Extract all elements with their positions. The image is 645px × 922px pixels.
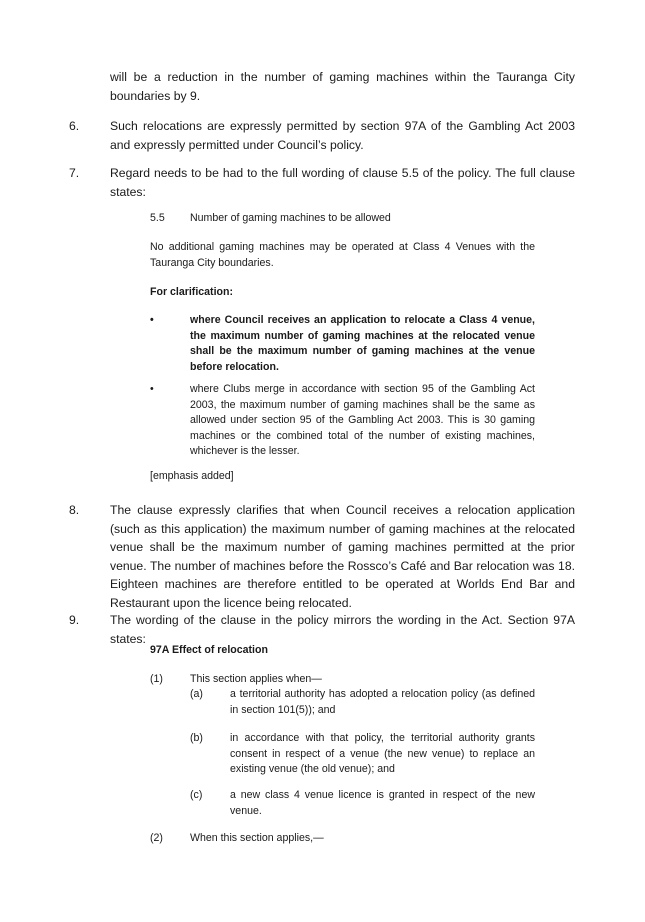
item-b-text: in accordance with that policy, the territorial authority grants consent in respect of a venue (the new venue) to replace an existing venue (the old venue); and <box>230 732 535 775</box>
item-a-number: (a) <box>190 688 203 700</box>
subsection-2-number: (2) <box>150 832 163 844</box>
paragraph-continuation: will be a reduction in the number of gaming machines within the Tauranga City boundaries by 9. <box>110 70 575 103</box>
item-b-number: (b) <box>190 732 203 744</box>
bullet-1-marker: • <box>150 314 154 326</box>
paragraph-9-number: 9. <box>69 613 80 627</box>
paragraph-9-text: The wording of the clause in the policy mirrors the wording in the Act. Section 97A states: <box>110 613 575 646</box>
clarification-heading: For clarification: <box>150 286 233 298</box>
paragraph-6-number: 6. <box>69 119 80 133</box>
paragraph-8-text: The clause expressly clarifies that when Council receives a relocation application (such as this application) the maximum number of gaming machines at the relocated venue shall be the maximum number of gaming machines permitted at the prior venue. The number of machines before the Rossco’s Café and Bar relocation was 18. Eighteen machines are therefore entitled to be operated at Worlds End Bar and Restaurant upon the licence being relocated. <box>110 503 575 610</box>
clause-intro: No additional gaming machines may be operated at Class 4 Venues with the Tauranga City boundaries. <box>150 241 535 269</box>
subsection-1-number: (1) <box>150 673 163 685</box>
bullet-1-text: where Council receives an application to relocate a Class 4 venue, the maximum number of gaming machines at the relocated venue shall be the maximum number of gaming machines at the venue before relocation. <box>190 314 535 373</box>
paragraph-6-text: Such relocations are expressly permitted by section 97A of the Gambling Act 2003 and expressly permitted under Council’s policy. <box>110 119 575 152</box>
paragraph-7-text: Regard needs to be had to the full wording of clause 5.5 of the policy. The full clause states: <box>110 166 575 199</box>
bullet-2-text: where Clubs merge in accordance with section 95 of the Gambling Act 2003, the maximum number of gaming machines shall be the same as allowed under section 95 of the Gambling Act 2003. This is 30 gaming machines or the combined total of the number of existing machines, whichever is the lesser. <box>190 383 535 457</box>
item-a-text: a territorial authority has adopted a relocation policy (as defined in section 101(5)); and <box>230 688 535 716</box>
clause-number: 5.5 <box>150 212 165 224</box>
clause-title: Number of gaming machines to be allowed <box>190 212 391 224</box>
paragraph-7-number: 7. <box>69 166 80 180</box>
section-97a-heading: 97A Effect of relocation <box>150 644 268 656</box>
emphasis-note: [emphasis added] <box>150 470 234 482</box>
paragraph-8-number: 8. <box>69 503 80 517</box>
subsection-1-text: This section applies when— <box>190 673 322 685</box>
item-c-number: (c) <box>190 789 203 801</box>
bullet-2-marker: • <box>150 383 154 395</box>
item-c-text: a new class 4 venue licence is granted in respect of the new venue. <box>230 789 535 817</box>
subsection-2-text: When this section applies,— <box>190 832 324 844</box>
